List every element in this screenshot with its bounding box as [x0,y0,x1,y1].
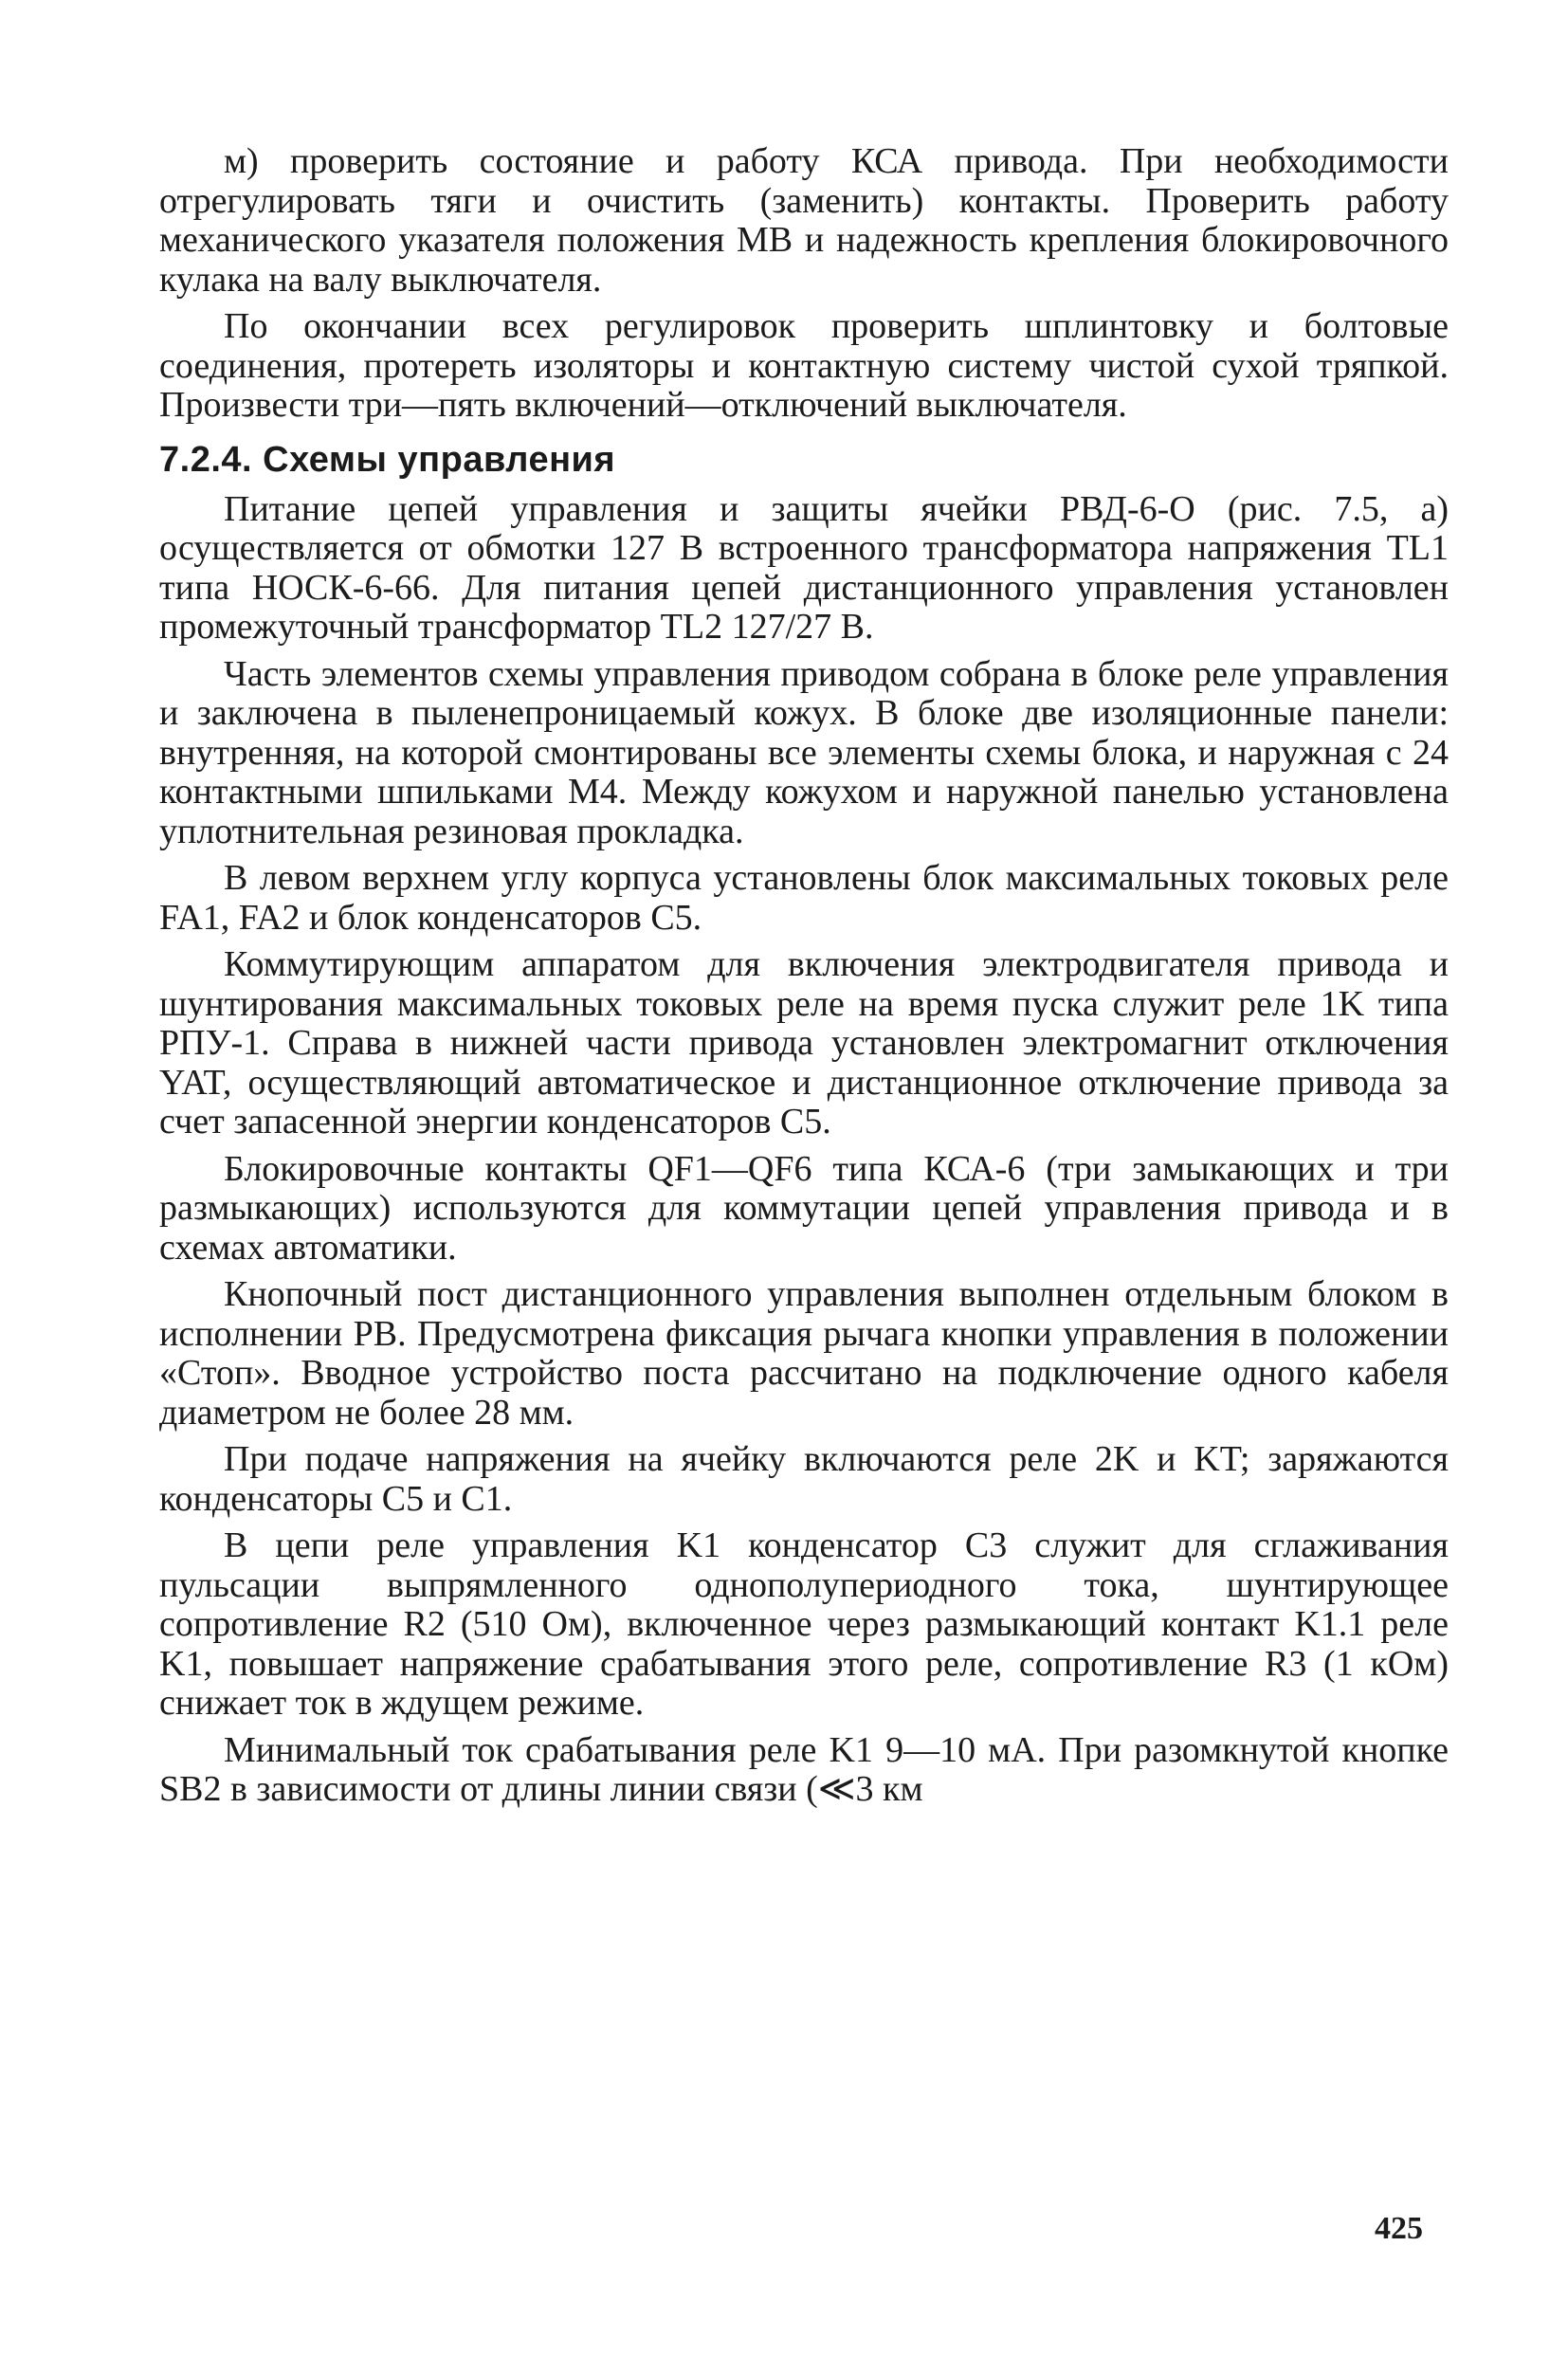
paragraph-power-supply: Питание цепей управления и защиты ячейки РВД-6-О (рис. 7.5, а) осуществляется от обмотки 127 В встроенного трансформатора напряжения TL1 типа НОСК-6-66. Для питания цепей дистанционного управления установлен промежуточный трансформатор TL2 127/27 В. [159,488,1449,647]
page-number: 425 [1375,2211,1423,2246]
paragraph-final-checks: По окончании всех регулировок проверить шплинтовку и болтовые соединения, протереть изоляторы и контактную систему чистой сухой тряпкой. Произвести три—пять включений—отключений выключателя. [159,306,1449,425]
paragraph-blocking-contacts: Блокировочные контакты QF1—QF6 типа КСА-6 (три замыкающих и три размыкающих) используются для коммутации цепей управления привода и в схемах автоматики. [159,1148,1449,1268]
paragraph-control-relay-circuit: В цепи реле управления K1 конденсатор C3 служит для сглаживания пульсации выпрямленного однополупериодного тока, шунтирующее сопротивление R2 (510 Ом), включенное через размыкающий контакт K1.1 реле K1, повышает напряжение срабатывания этого реле, сопротивление R3 (1 кОм) снижает ток в ждущем режиме. [159,1525,1449,1723]
paragraph-button-post: Кнопочный пост дистанционного управления выполнен отдельным блоком в исполнении РВ. Предусмотрена фиксация рычага кнопки управления в положении «Стоп». Вводное устройство поста рассчитано на подключение одного кабеля диаметром не более 28 мм. [159,1274,1449,1433]
paragraph-relay-block: В левом верхнем углу корпуса установлены блок максимальных токовых реле FA1, FA2 и блок конденсаторов C5. [159,858,1449,938]
paragraph-min-current: Минимальный ток срабатывания реле K1 9—10 мА. При разомкнутой кнопке SB2 в зависимости от длины линии связи (≪3 км [159,1729,1449,1809]
section-heading: 7.2.4. Схемы управления [159,439,616,480]
paragraph-control-block: Часть элементов схемы управления приводом собрана в блоке реле управления и заключена в пыленепроницаемый кожух. В блоке две изоляционные панели: внутренняя, на которой смонтированы все элементы схемы блока, и наружная с 24 контактными шпильками М4. Между кожухом и наружной панелью установлена уплотнительная резиновая прокладка. [159,653,1449,851]
paragraph-m: м) проверить состояние и работу КСА привода. При необходимости отрегулировать тяги и очистить (заменить) контакты. Проверить работу механического указателя положения МВ и надежность крепления блокировочного кулака на валу выключателя. [159,141,1449,300]
paragraph-switching-device: Коммутирующим аппаратом для включения электродвигателя привода и шунтирования максимальных токовых реле на время пуска служит реле 1K типа РПУ-1. Справа в нижней части привода установлен электромагнит отключения YAT, осуществляющий автоматическое и дистанционное отключение привода за счет запасенной энергии конденсаторов C5. [159,944,1449,1141]
page-body [159,142,1449,1817]
paragraph-voltage-apply: При подаче напряжения на ячейку включаются реле 2K и KT; заряжаются конденсаторы C5 и C1. [159,1439,1449,1519]
